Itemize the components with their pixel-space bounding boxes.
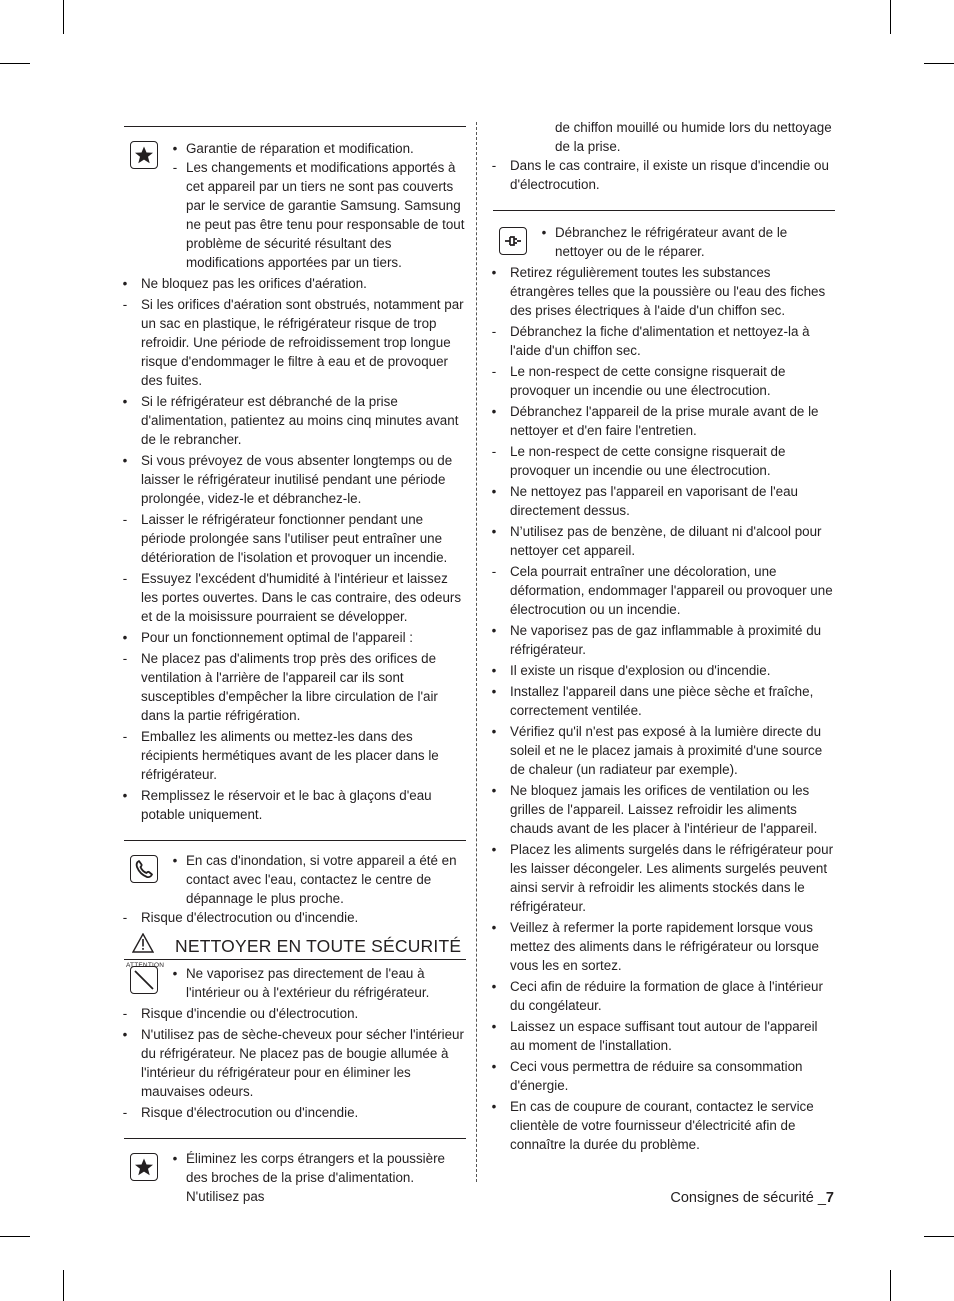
- attention-label: ATTENTION: [126, 962, 165, 969]
- list-item: [487, 562, 835, 619]
- list-item: [118, 510, 466, 567]
- list-item-text: N'utilisez pas de sèche-cheveux pour sécher l'intérieur du réfrigérateur. Ne placez pas de bougie allumée à l'intérieur du réfrigérateur pour en éliminer les mauvaises odeurs.: [141, 1027, 464, 1099]
- list-item-continued: de chiffon mouillé ou humide lors du nettoyage de la prise.: [555, 120, 832, 154]
- dash-marker: -: [491, 324, 497, 339]
- footer-label: Consignes de sécurité _: [670, 1190, 826, 1206]
- list-item-text: Essuyez l'excédent d'humidité à l'intérieur et laissez les portes ouvertes. Dans le cas contraire, des odeurs et de la moisissure pourraient se développer.: [141, 571, 462, 624]
- right-column: [487, 118, 835, 1154]
- list-item: - Les changements et modifications apportés à cet appareil par un tiers ne sont pas couverts par le service de garantie Samsung. Samsung ne peut pas être tenu pour responsable de tout problème de sécurité résultant des modifications apportées par un tiers.: [172, 160, 465, 270]
- bullet-marker: •: [491, 783, 497, 798]
- dash-marker: -: [122, 651, 128, 666]
- list-item-text: Débranchez la fiche d'alimentation et nettoyez-la à l'aide d'un chiffon sec.: [510, 324, 810, 358]
- list-item: [487, 522, 835, 560]
- column-divider: [476, 122, 477, 1182]
- list-item: [118, 392, 466, 449]
- crop-mark: [890, 0, 891, 34]
- list-item: [118, 1103, 466, 1122]
- list-item-text: Ceci afin de réduire la formation de glace à l'intérieur du congélateur.: [510, 979, 823, 1013]
- list-item: [118, 786, 466, 824]
- list-item: • Garantie de réparation et modification.: [172, 141, 414, 156]
- list-item-text: Cela pourrait entraîner une décoloration, une déformation, endommager l'appareil ou provoquer une électrocution ou un incendie.: [510, 564, 833, 617]
- list-item: [487, 977, 835, 1015]
- list-item: [487, 442, 835, 480]
- list-item-text: Installez l'appareil dans une pièce sèche et fraîche, correctement ventilée.: [510, 684, 814, 718]
- list-item-text: Ne nettoyez pas l'appareil en vaporisant de l'eau directement dessus.: [510, 484, 798, 518]
- crop-mark: [924, 1236, 954, 1237]
- list-item: [487, 362, 835, 400]
- bullet-list: [118, 274, 466, 824]
- list-item-text: Vérifiez qu'il n'est pas exposé à la lumière directe du soleil et ne le placez jamais à proximité d'une source de chaleur (un radiateur par exemple).: [510, 724, 823, 777]
- list-item: [487, 263, 835, 320]
- dash-marker: -: [122, 512, 128, 527]
- list-item: [487, 621, 835, 659]
- bullet-marker: •: [491, 484, 497, 499]
- bullet-marker: •: [491, 524, 497, 539]
- list-item: • Ne vaporisez pas directement de l'eau à l'intérieur ou à l'extérieur du réfrigérateur.: [172, 966, 430, 1000]
- list-item: [487, 322, 835, 360]
- bullet-marker: •: [491, 684, 497, 699]
- dash-marker: -: [122, 571, 128, 586]
- list-item: - Dans le cas contraire, il existe un risque d'incendie ou d'électrocution.: [491, 158, 829, 192]
- list-item: [487, 918, 835, 975]
- crop-mark: [890, 1270, 891, 1301]
- bullet-marker: •: [491, 663, 497, 678]
- bullet-list: [487, 263, 835, 1154]
- crop-mark: [924, 63, 954, 64]
- list-item-text: Débranchez l'appareil de la prise murale avant de le nettoyer et d'en faire l'entretien.: [510, 404, 819, 438]
- list-item-text: Laissez un espace suffisant tout autour de l'appareil au moment de l'installation.: [510, 1019, 818, 1053]
- list-item-text: Si vous prévoyez de vous absenter longtemps ou de laisser le réfrigérateur inutilisé pendant une période prolongée, videz-le et débranchez-le.: [141, 453, 453, 506]
- list-item-text: Il existe un risque d'explosion ou d'incendie.: [510, 663, 771, 678]
- list-item: [118, 295, 466, 390]
- list-item: • En cas d'inondation, si votre appareil a été en contact avec l'eau, contactez le centre de dépannage le plus proche.: [172, 853, 457, 906]
- bullet-marker: •: [491, 623, 497, 638]
- dash-marker: -: [122, 729, 128, 744]
- list-item-text: Risque d'électrocution ou d'incendie.: [141, 1105, 359, 1120]
- bullet-marker: •: [122, 394, 128, 409]
- dash-marker: -: [491, 444, 497, 459]
- list-item-text: Placez les aliments surgelés dans le réfrigérateur pour les laisser décongeler. Les aliments surgelés peuvent ainsi servir à refroidir les aliments stockés dans le réfrigérateur.: [510, 842, 834, 914]
- page-number: 7: [825, 1190, 834, 1206]
- list-item-text: Ne bloquez pas les orifices d'aération.: [141, 276, 367, 291]
- list-item: [487, 661, 835, 680]
- bullet-marker: •: [491, 979, 497, 994]
- crop-mark: [0, 1236, 30, 1237]
- bullet-marker: •: [491, 842, 497, 857]
- list-item-text: Ne placez pas d'aliments trop près des orifices de ventilation à l'arrière de l'appareil car ils sont susceptibles d'empêcher la libre circulation de l'air dans la partie réfrigération.: [141, 651, 438, 723]
- prohibited-block: [118, 960, 466, 1002]
- bullet-marker: •: [122, 788, 128, 803]
- bullet-marker: •: [491, 404, 497, 419]
- list-item-text: Le non-respect de cette consigne risquerait de provoquer un incendie ou une électrocution.: [510, 364, 786, 398]
- bullet-marker: •: [122, 630, 128, 645]
- list-item-text: Pour un fonctionnement optimal de l'appareil :: [141, 630, 414, 645]
- list-item-text: Ceci vous permettra de réduire sa consommation d'énergie.: [510, 1059, 803, 1093]
- crop-mark: [63, 1270, 64, 1301]
- list-item: [118, 569, 466, 626]
- list-item: [118, 1004, 466, 1023]
- bullet-marker: •: [491, 265, 497, 280]
- bullet-list: [118, 1004, 466, 1122]
- list-item: [487, 1057, 835, 1095]
- list-item: [118, 628, 466, 647]
- list-item: [487, 1097, 835, 1154]
- section-title: NETTOYER EN TOUTE SÉCURITÉ: [175, 936, 462, 956]
- list-item: [118, 451, 466, 508]
- list-item-text: Le non-respect de cette consigne risquerait de provoquer un incendie ou une électrocution.: [510, 444, 786, 478]
- list-item-text: Ne vaporisez pas de gaz inflammable à proximité du réfrigérateur.: [510, 623, 822, 657]
- bullet-marker: •: [122, 276, 128, 291]
- list-item-text: N’utilisez pas de benzène, de diluant ni d'alcool pour nettoyer cet appareil.: [510, 524, 822, 558]
- star-block: [118, 127, 466, 272]
- unplug-block: [487, 211, 835, 261]
- list-item: [487, 1017, 835, 1055]
- list-item: [487, 682, 835, 720]
- list-item-text: Risque d'incendie ou d'électrocution.: [141, 1006, 359, 1021]
- list-item: • Éliminez les corps étrangers et la poussière des broches de la prise d'alimentation. N'utilisez pas: [172, 1151, 446, 1204]
- list-item: [118, 274, 466, 293]
- list-item: • Débranchez le réfrigérateur avant de le nettoyer ou de le réparer.: [541, 225, 788, 259]
- list-item: [487, 402, 835, 440]
- bullet-marker: •: [122, 453, 128, 468]
- bullet-marker: •: [491, 920, 497, 935]
- list-item: - Risque d'électrocution ou d'incendie.: [122, 910, 359, 925]
- list-item: [118, 727, 466, 784]
- list-item-text: Laisser le réfrigérateur fonctionner pendant une période prolongée sans l'utiliser peut entraîner une détérioration de l'isolation et provoquer un incendie.: [141, 512, 448, 565]
- list-item: [487, 722, 835, 779]
- list-item: [487, 482, 835, 520]
- star-block: [118, 1139, 466, 1206]
- crop-mark: [63, 0, 64, 34]
- page-footer: [670, 1190, 834, 1206]
- bullet-marker: •: [491, 1099, 497, 1114]
- dash-marker: -: [122, 1006, 128, 1021]
- list-item-text: Si les orifices d'aération sont obstrués, notamment par un sac en plastique, le réfrigérateur risque de trop refroidir. Une période de refroidissement trop longue risque d'endommager le filtre à eau et de provoquer des fuites.: [141, 297, 464, 388]
- list-item-text: Emballez les aliments ou mettez-les dans des récipients hermétiques avant de les placer dans le réfrigérateur.: [141, 729, 439, 782]
- list-item: [487, 840, 835, 916]
- crop-mark: [0, 63, 30, 64]
- bullet-marker: •: [491, 724, 497, 739]
- dash-marker: -: [122, 297, 128, 312]
- list-item-text: Ne bloquez jamais les orifices de ventilation ou les grilles de l'appareil. Laissez refroidir les aliments chauds avant de les placer à l'intérieur de l'appareil.: [510, 783, 818, 836]
- list-item-text: Si le réfrigérateur est débranché de la prise d'alimentation, patientez au moins cinq minutes avant de le rebrancher.: [141, 394, 459, 447]
- bullet-marker: •: [491, 1059, 497, 1074]
- list-item-text: Veillez à refermer la porte rapidement lorsque vous mettez des aliments dans le réfrigérateur ou lorsque vous les en sortez.: [510, 920, 819, 973]
- bullet-marker: •: [122, 1027, 128, 1042]
- dash-marker: -: [122, 1105, 128, 1120]
- list-item: [487, 781, 835, 838]
- list-item-text: Remplissez le réservoir et le bac à glaçons d'eau potable uniquement.: [141, 788, 432, 822]
- dash-marker: -: [491, 364, 497, 379]
- list-item: [118, 1025, 466, 1101]
- list-item-text: Retirez régulièrement toutes les substances étrangères telles que la poussière ou l'eau des fiches des prises électriques à l'aide d'un chiffon sec.: [510, 265, 826, 318]
- left-column: [118, 126, 466, 1206]
- list-item-text: En cas de coupure de courant, contactez le service clientèle de votre fournisseur d'électricité afin de connaître la durée du problème.: [510, 1099, 814, 1152]
- phone-block: [118, 841, 466, 908]
- bullet-marker: •: [491, 1019, 497, 1034]
- list-item: [118, 649, 466, 725]
- dash-marker: -: [491, 564, 497, 579]
